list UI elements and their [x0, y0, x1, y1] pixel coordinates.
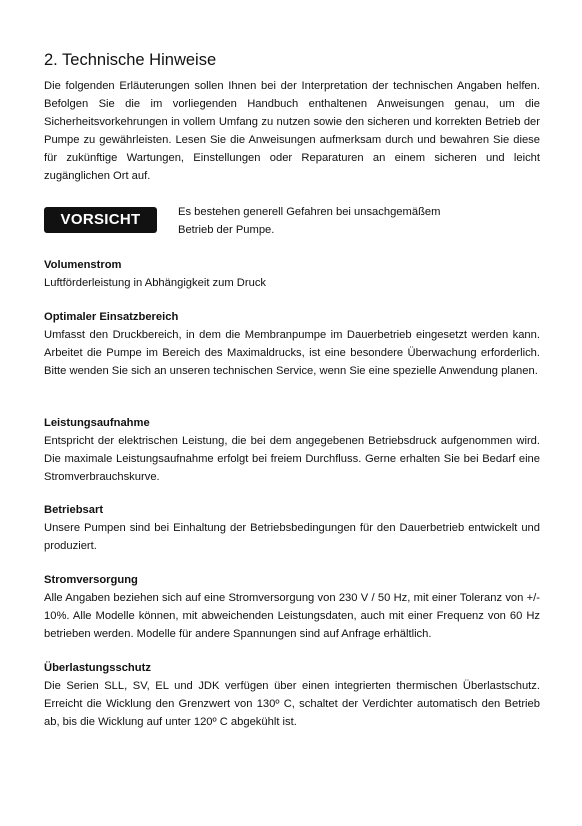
section-title: Volumenstrom — [44, 259, 122, 271]
section-einsatzbereich — [44, 308, 540, 380]
intro-paragraph: Die folgenden Erläuterungen sollen Ihnen bei der Interpretation der technischen Angaben helfen. Befolgen Sie die im vorliegenden Handbuch enthaltenen Anweisungen genau, um die Sicherheitsvorkehrungen in vollem Umfang zu nutzen sowie den sicheren und korrekten Betrieb der Pumpe zu gewährleisten. Lesen Sie die Anweisungen aufmerksam durch und bewahren Sie diese für zukünftige Wartungen, Einstellungen oder Reparaturen an einem sicheren und leicht zugänglichen Ort auf. — [44, 80, 540, 182]
section-body: Umfasst den Druckbereich, in dem die Membranpumpe im Dauerbetrieb eingesetzt werden kann. Arbeitet die Pumpe im Bereich des Maximaldrucks, ist eine besondere Überwachung erforderlich. Bitte wenden Sie sich an unseren technischen Service, wenn Sie eine spezielle Anwendung planen. — [44, 329, 540, 377]
warning-badge: VORSICHT — [44, 207, 157, 233]
section-ueberlastungsschutz — [44, 659, 540, 731]
section-betriebsart — [44, 501, 540, 555]
warning-text — [178, 203, 498, 239]
section-title: Überlastungsschutz — [44, 662, 151, 674]
section-body: Die Serien SLL, SV, EL und JDK verfügen über einen integrierten thermischen Überlastschutz. Erreicht die Wicklung den Grenzwert von 130º C, schaltet der Verdichter automatisch den Betrieb ab, bis die Wicklung auf unter 120º C abgekühlt ist. — [44, 680, 540, 728]
warning-text-line1: Es bestehen generell Gefahren bei unsachgemäßem — [178, 206, 441, 218]
section-title: Optimaler Einsatzbereich — [44, 311, 179, 323]
section-body: Unsere Pumpen sind bei Einhaltung der Betriebsbedingungen für den Dauerbetrieb entwickelt und produziert. — [44, 522, 540, 552]
page-title: 2. Technische Hinweise — [44, 51, 217, 69]
section-stromversorgung — [44, 571, 540, 643]
section-title: Stromversorgung — [44, 574, 138, 586]
section-title: Leistungsaufnahme — [44, 417, 150, 429]
warning-text-line2: Betrieb der Pumpe. — [178, 224, 275, 236]
section-body: Alle Angaben beziehen sich auf eine Stromversorgung von 230 V / 50 Hz, mit einer Toleranz von +/- 10%. Alle Modelle können, mit abweichenden Leistungsdaten, auch mit einer Frequenz von 60 Hz betrieben werden. Modelle für andere Spannungen sind auf Anfrage erhältlich. — [44, 592, 540, 640]
section-leistungsaufnahme — [44, 414, 540, 486]
section-title: Betriebsart — [44, 504, 104, 516]
section-body: Luftförderleistung in Abhängigkeit zum Druck — [44, 277, 267, 289]
section-volumenstrom — [44, 256, 540, 292]
section-body: Entspricht der elektrischen Leistung, die bei dem angegebenen Betriebsdruck aufgenommen wird. Die maximale Leistungsaufnahme erfolgt bei freiem Durchfluss. Gerne erhalten Sie bei Bedarf eine Stromverbrauchskurve. — [44, 435, 540, 483]
